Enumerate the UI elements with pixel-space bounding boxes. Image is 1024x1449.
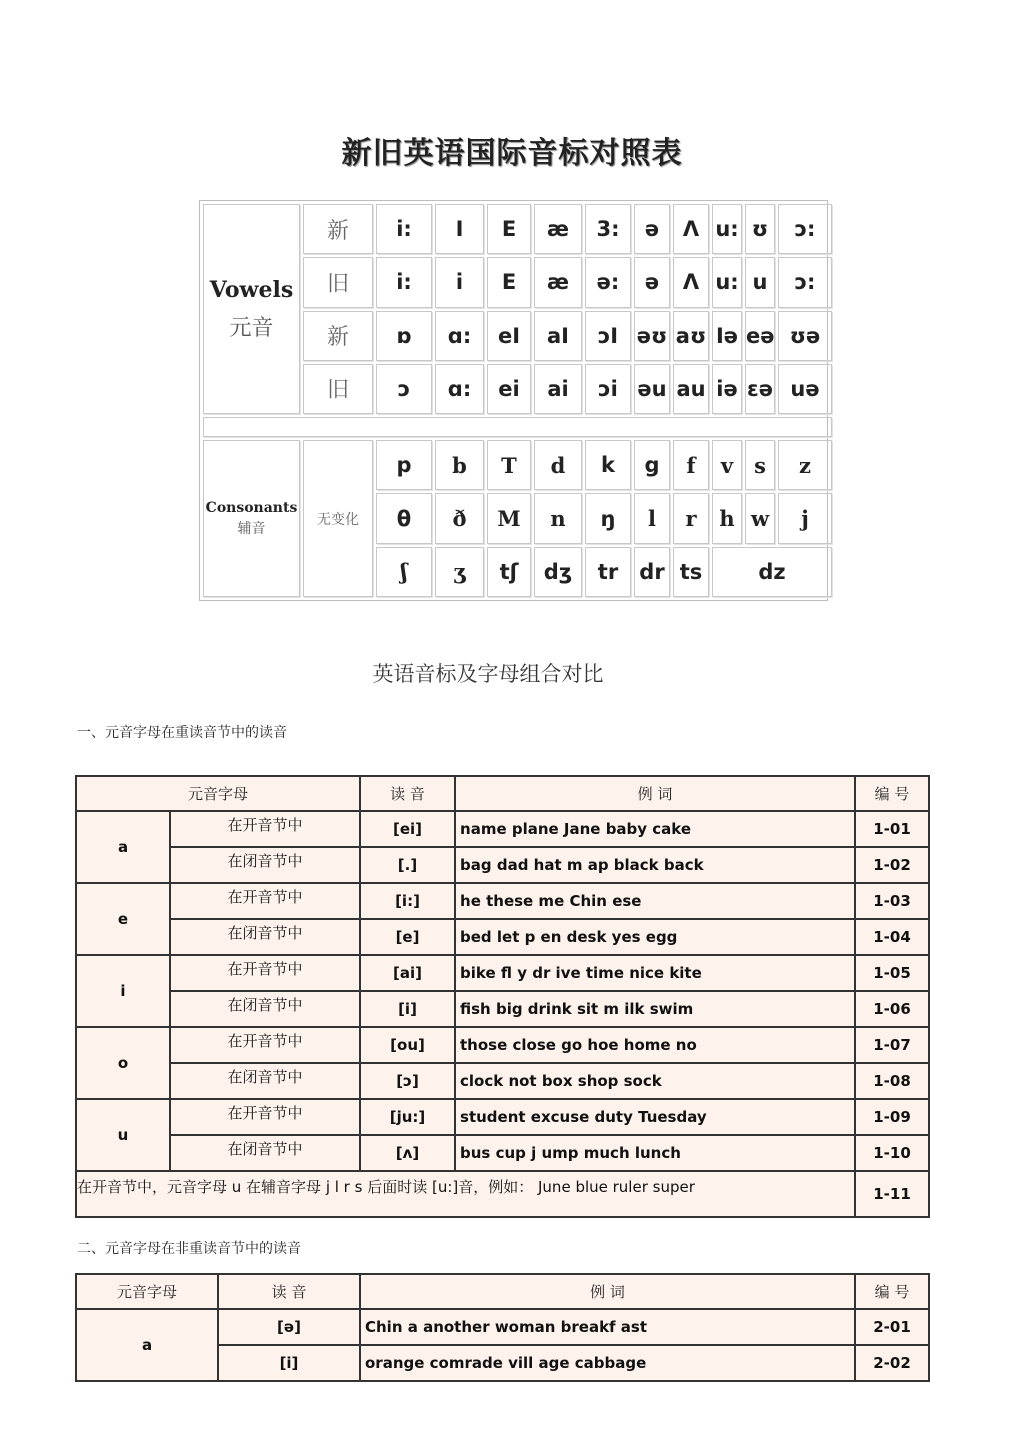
vowels-zh-label: 元音	[229, 315, 274, 341]
consonants-category	[203, 440, 300, 597]
vowels-en-label: Vowels	[209, 276, 294, 303]
ipa-symbol: Λ	[673, 257, 709, 307]
ipa-symbol: d	[534, 440, 582, 490]
open-syllable-label: 在开音节中	[170, 1099, 360, 1135]
header-pronunciation: 读 音	[218, 1274, 360, 1309]
ipa-symbol: v	[712, 440, 742, 490]
example-cell: bed let p en desk yes egg	[455, 919, 855, 955]
ipa-symbol: ɔ:	[778, 204, 832, 254]
ipa-symbol: tʃ	[487, 547, 531, 597]
ipa-symbol: u:	[712, 257, 742, 307]
number-cell: 1-04	[855, 919, 929, 955]
vowel-letter: a	[76, 811, 170, 883]
ipa-symbol: ɔi	[585, 364, 631, 414]
example-cell: name plane Jane baby cake	[455, 811, 855, 847]
chart-divider	[203, 417, 832, 437]
ipa-symbol: ɔ	[376, 364, 432, 414]
ipa-symbol: ts	[673, 547, 709, 597]
section2-heading: 二、元音字母在非重读音节中的读音	[77, 1241, 301, 1257]
sound-cell: [i]	[360, 991, 455, 1027]
number-cell: 1-07	[855, 1027, 929, 1063]
new-label: 新	[303, 204, 373, 254]
ipa-symbol: ai	[534, 364, 582, 414]
section-title: 英语音标及字母组合对比	[372, 662, 604, 686]
example-cell: he these me Chin ese	[455, 883, 855, 919]
ipa-symbol: ŋ	[585, 493, 631, 543]
unstressed-vowel-table	[75, 1273, 930, 1382]
old-label: 旧	[303, 364, 373, 414]
sound-cell: [e]	[360, 919, 455, 955]
number-cell: 1-08	[855, 1063, 929, 1099]
closed-syllable-label: 在闭音节中	[170, 991, 360, 1027]
rule-note: 在开音节中，元音字母 u 在辅音字母 j l r s 后面时读 [u:]音，例如： June blue ruler super	[76, 1171, 855, 1217]
ipa-symbol: ʊə	[778, 311, 832, 361]
example-cell: those close go hoe home no	[455, 1027, 855, 1063]
ipa-symbol: ɔI	[585, 311, 631, 361]
ipa-symbol: b	[435, 440, 484, 490]
sound-cell: [ə]	[218, 1309, 360, 1345]
header-pronunciation: 读 音	[360, 776, 455, 811]
number-cell: 1-03	[855, 883, 929, 919]
sound-cell: [i]	[218, 1345, 360, 1381]
ipa-symbol: i:	[376, 204, 432, 254]
vowel-letter: u	[76, 1099, 170, 1171]
sound-cell: [.]	[360, 847, 455, 883]
vowel-letter: o	[76, 1027, 170, 1099]
ipa-symbol: ʃ	[376, 547, 432, 597]
ipa-symbol: dz	[712, 547, 832, 597]
ipa-symbol: I	[435, 204, 484, 254]
example-cell: bag dad hat m ap black back	[455, 847, 855, 883]
ipa-symbol: E	[487, 257, 531, 307]
number-cell: 2-02	[855, 1345, 929, 1381]
closed-syllable-label: 在闭音节中	[170, 847, 360, 883]
ipa-symbol: ə	[634, 257, 670, 307]
ipa-symbol: əu	[634, 364, 670, 414]
ipa-symbol: iə	[712, 364, 742, 414]
ipa-symbol: f	[673, 440, 709, 490]
ipa-symbol: ʊ	[745, 204, 775, 254]
closed-syllable-label: 在闭音节中	[170, 919, 360, 955]
ipa-symbol: 3:	[585, 204, 631, 254]
example-cell: bike fl y dr ive time nice kite	[455, 955, 855, 991]
ipa-symbol: aʊ	[673, 311, 709, 361]
closed-syllable-label: 在闭音节中	[170, 1063, 360, 1099]
ipa-symbol: dr	[634, 547, 670, 597]
ipa-symbol: g	[634, 440, 670, 490]
header-number: 编 号	[855, 776, 929, 811]
header-examples: 例 词	[360, 1274, 855, 1309]
example-cell: orange comrade vill age cabbage	[360, 1345, 855, 1381]
number-cell: 1-05	[855, 955, 929, 991]
number-cell: 1-11	[855, 1171, 929, 1217]
header-number: 编 号	[855, 1274, 929, 1309]
example-cell: Chin a another woman breakf ast	[360, 1309, 855, 1345]
example-cell: student excuse duty Tuesday	[455, 1099, 855, 1135]
sound-cell: [ou]	[360, 1027, 455, 1063]
open-syllable-label: 在开音节中	[170, 883, 360, 919]
ipa-symbol: r	[673, 493, 709, 543]
ipa-symbol: ei	[487, 364, 531, 414]
number-cell: 1-10	[855, 1135, 929, 1171]
ipa-symbol: dʒ	[534, 547, 582, 597]
ipa-symbol: ɔ:	[778, 257, 832, 307]
new-label: 新	[303, 311, 373, 361]
ipa-symbol: ɑ:	[435, 364, 484, 414]
ipa-symbol: i:	[376, 257, 432, 307]
vowel-letter: a	[76, 1309, 218, 1381]
example-cell: bus cup j ump much lunch	[455, 1135, 855, 1171]
number-cell: 2-01	[855, 1309, 929, 1345]
ipa-symbol: æ	[534, 257, 582, 307]
open-syllable-label: 在开音节中	[170, 811, 360, 847]
ipa-symbol: s	[745, 440, 775, 490]
stressed-vowel-table	[75, 775, 930, 1218]
ipa-symbol: k	[585, 440, 631, 490]
vowel-letter: e	[76, 883, 170, 955]
ipa-symbol: ə:	[585, 257, 631, 307]
ipa-symbol: M	[487, 493, 531, 543]
ipa-symbol: E	[487, 204, 531, 254]
ipa-symbol: tr	[585, 547, 631, 597]
consonants-zh-label: 辅音	[237, 520, 266, 537]
open-syllable-label: 在开音节中	[170, 1027, 360, 1063]
ipa-symbol: j	[778, 493, 832, 543]
ipa-symbol: ə	[634, 204, 670, 254]
ipa-symbol: au	[673, 364, 709, 414]
ipa-symbol: i	[435, 257, 484, 307]
ipa-symbol: ɛə	[745, 364, 775, 414]
header-vowel-letter: 元音字母	[76, 1274, 218, 1309]
ipa-symbol: uə	[778, 364, 832, 414]
sound-cell: [i:]	[360, 883, 455, 919]
unchanged-label: 无变化	[303, 440, 373, 597]
ipa-symbol: h	[712, 493, 742, 543]
example-cell: fish big drink sit m ilk swim	[455, 991, 855, 1027]
ipa-symbol: u:	[712, 204, 742, 254]
sound-cell: [ju:]	[360, 1099, 455, 1135]
open-syllable-label: 在开音节中	[170, 955, 360, 991]
example-cell: clock not box shop sock	[455, 1063, 855, 1099]
ipa-symbol: n	[534, 493, 582, 543]
ipa-symbol: ʒ	[435, 547, 484, 597]
ipa-symbol: ɒ	[376, 311, 432, 361]
ipa-symbol: əʊ	[634, 311, 670, 361]
ipa-symbol: T	[487, 440, 531, 490]
ipa-symbol: aI	[534, 311, 582, 361]
header-vowel-letter: 元音字母	[76, 776, 360, 811]
sound-cell: [ʌ]	[360, 1135, 455, 1171]
header-examples: 例 词	[455, 776, 855, 811]
ipa-symbol: z	[778, 440, 832, 490]
ipa-symbol: w	[745, 493, 775, 543]
ipa-symbol: θ	[376, 493, 432, 543]
consonants-en-label: Consonants	[205, 499, 298, 516]
vowel-letter: i	[76, 955, 170, 1027]
ipa-symbol: Λ	[673, 204, 709, 254]
section1-heading: 一、元音字母在重读音节中的读音	[77, 725, 287, 741]
ipa-symbol: ð	[435, 493, 484, 543]
sound-cell: [ei]	[360, 811, 455, 847]
phonetic-chart	[199, 200, 828, 601]
page-title: 新旧英语国际音标对照表	[341, 136, 683, 171]
ipa-symbol: p	[376, 440, 432, 490]
number-cell: 1-01	[855, 811, 929, 847]
number-cell: 1-02	[855, 847, 929, 883]
vowels-category	[203, 204, 300, 414]
ipa-symbol: eI	[487, 311, 531, 361]
ipa-symbol: æ	[534, 204, 582, 254]
sound-cell: [ɔ]	[360, 1063, 455, 1099]
ipa-symbol: Iə	[712, 311, 742, 361]
number-cell: 1-06	[855, 991, 929, 1027]
ipa-symbol: l	[634, 493, 670, 543]
ipa-symbol: ɑ:	[435, 311, 484, 361]
old-label: 旧	[303, 257, 373, 307]
phonetic-table	[200, 201, 835, 600]
ipa-symbol: eə	[745, 311, 775, 361]
ipa-symbol: u	[745, 257, 775, 307]
closed-syllable-label: 在闭音节中	[170, 1135, 360, 1171]
sound-cell: [ai]	[360, 955, 455, 991]
number-cell: 1-09	[855, 1099, 929, 1135]
